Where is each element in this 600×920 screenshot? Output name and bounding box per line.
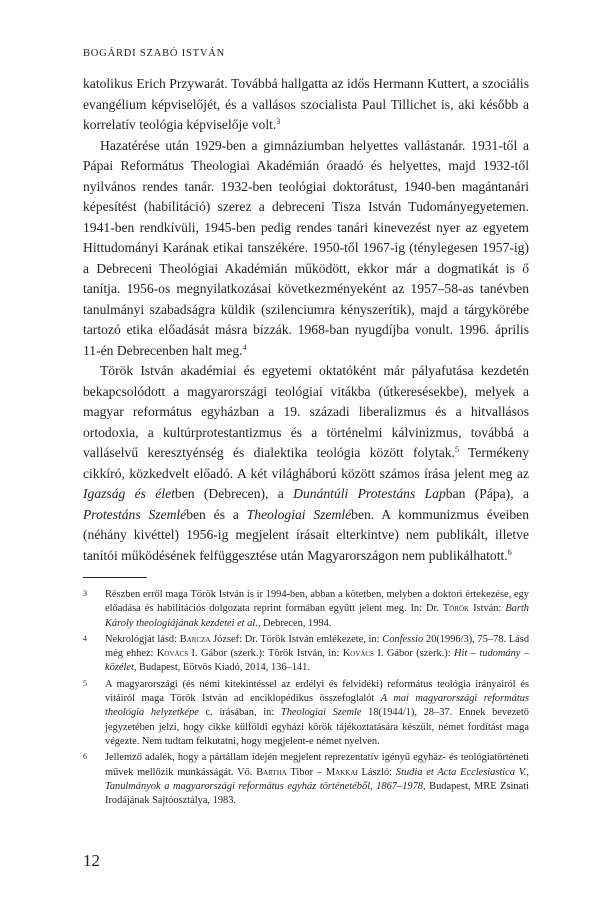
footnote-4 [83,633,529,676]
footnote-text: László: [357,766,396,778]
running-head: BOGÁRDI SZABÓ ISTVÁN [83,48,226,59]
footnote-text: Tibor – [286,766,326,778]
footnote-text: István: [469,603,506,615]
author-name: Barcza [179,633,211,645]
footnote-text: Nekrológját lásd: [105,633,180,645]
footnote-text: Debrecen, 1994. [260,617,332,629]
footnote-text: 20(1996/3), 75–78. Lásd még ehhez: [105,633,530,660]
journal-title: Theologiai Szemle [280,707,362,719]
footnote-number: 4 [83,633,87,643]
journal-title: Theologiai Szemlé [246,506,352,522]
paragraph-text: Török István akadémiai és egyetemi oktatóként már pályafutása kezdetén bekapcsolódott a magyarországi teológiai vitákba (útkeresésekbe), melyek a magyar református egyházban a 19. századi liberalizmus és a hitvallásos ortodoxia, a kultúrprotestantizmus és a történelmi kálvinizmus, továbbá a valláselvű keresztyénség és dialektika teológia között folytak. [83,363,529,460]
paragraph-text: ben. A kommunizmus éveiben (néhány kivéttel) 1956-ig megjelent írásait elterkintve) nem publikált, illetve tanítói működésének felfüggesztése után Magyarországon nem publikálhatott. [83,506,529,563]
paragraph-text: Hazatérése után 1929-ben a gimnáziumban helyettes vallástanár. 1931-től a Pápai Református Theologiai Akadémián óraadó és helyettes, majd 1932-től nyilvános rendes tanár. 1932-ben teológiai doktorátust, 1940-ben magántanári képesítést (habilitáció) szerez a debreceni Tisza István Tudományegyetemen. 1941-ben rendkívüli, 1945-ben pedig rendes tanári kinevezést nyer az egyetem Hittudományi Karának etikai tanszékére. 1950-től 1967-ig (ténylegesen 1957-ig) a Debreceni Theológiai Akadémián működött, ekkor már a dogmatikát is ő tanítja. 1956-os megnyilatkozásai következményeként az 1957–58-as tanévben tanulmányi szabadságra küldik (szilenciumra kényszerítik), majd a tárgykörébe tartozó etika előadását másra bízzák. 1968-ban nyugdíjba vonult. 1996. április 11-én Debrecenben halt meg. [83,137,529,358]
paragraph-1 [83,74,529,136]
footnote-separator [83,577,147,578]
footnotes [83,588,529,810]
book-title: Hit – tudomány – közélet [105,648,530,674]
footnote-6 [83,751,529,808]
footnote-text: József: Dr. Török István emlékezete, in: [210,633,383,645]
footnote-number: 3 [83,589,87,598]
journal-title: Confessio [382,633,424,645]
footnote-text: Budapest, MRE Zsinati Irodájának Sajtóosztálya, 1983. [105,780,530,807]
author-name: Bartha [256,766,287,778]
journal-title: Protestáns Szemlé [83,506,187,522]
footnote-3 [83,588,529,631]
journal-title: Dunántúli Protestáns Lap [293,486,446,501]
footnote-ref: 6 [507,547,512,557]
footnote-text: I. Gábor (szerk.): [373,648,455,660]
footnote-text: 18(1944/1), 28–37. Ennek bevezető jegyzetében jelzi, hogy cikke külföldi egyházi körök tájékoztatására készült, német fordítást maga végezte. Nem tudtam felkutatni, hogy megjelent-e német nyelven. [105,707,529,747]
paragraph-text: Termékeny cikkíró, közkedvelt előadó. A két világháború között számos írása jelent meg az [83,445,529,481]
article-title: A mai magyarországi református theológia helyzetképe [105,693,529,719]
author-name: Kovács [342,648,374,660]
footnote-ref: 5 [454,445,459,454]
journal-title: Igazság és élet [83,486,175,501]
page-number: 12 [83,851,100,870]
footnote-text: I. Gábor (szerk.): Török István, in: [188,648,343,660]
paragraph-text: ben (Debrecen), a [174,486,294,501]
book-title: Studia et Acta Ecclesiastica V., Tanulmányok a magyarországi református egyház történetéből, 1867–1978, [105,766,529,792]
footnote-text: A magyarországi (és némi kitekintéssel az erdélyi és felvidéki) református teológia irányairól és vitáiról maga Török István ad enciklopédikus összefoglalót [105,678,529,705]
footnote-5 [83,678,529,749]
footnote-number: 6 [83,752,87,762]
author-name: Kovács [156,648,189,660]
paragraph-text: ben és a [186,506,247,522]
paragraph-2 [83,136,529,362]
footnote-text: , Budapest, Eötvös Kiadó, 2014, 136–141. [133,662,310,674]
author-name: Török [442,603,470,615]
footnote-text: c. írásában, in: [198,707,281,719]
footnote-ref: 3 [276,117,281,126]
main-text [83,74,529,566]
footnote-text: Részben erről maga Török István is ír 1994-ben, abban a kötetben, melyben a doktori értekezése, egy előadása és habilitációs dolgozata reprint formában együtt jelent meg. In: Dr. [105,589,529,615]
footnote-text: Jellemző adalék, hogy a pártállam idején megjelent reprezentatív igényű egyház- és teológiatörténeti művek mellőzik munkásságát. Vö. [105,752,529,778]
footnote-number: 5 [83,678,87,688]
paragraph-text: ban (Pápa), a [445,486,529,501]
author-name: Makkai [325,766,358,778]
footnote-ref: 4 [242,342,247,352]
paragraph-text: katolikus Erich Przywarát. Továbbá hallgatta az idős Hermann Kuttert, a szociális evangélium képviselőjét, és a vallásos szocialista Paul Tillichet is, aki később a korrelatív teológia képviselője volt. [83,76,529,132]
paragraph-3 [83,361,529,566]
book-title: Barth Károly theologiájának kezdetei et al., [105,603,529,629]
